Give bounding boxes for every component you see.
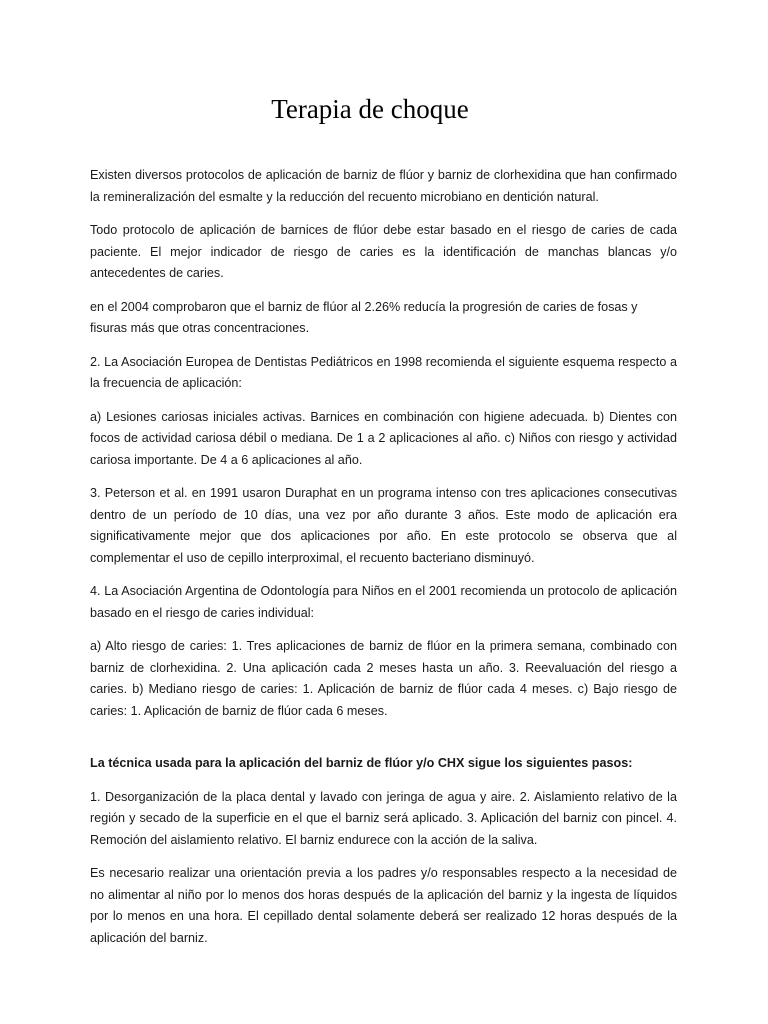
paragraph: 1. Desorganización de la placa dental y lavado con jeringa de agua y aire. 2. Aislamiento relativo de la región y secado de la superficie en el que el barniz será aplicado. 3. Aplicación del barniz con pincel. 4. Remoción del aislamiento relativo. El barniz endurece con la acción de la saliva. (90, 789, 677, 847)
section-heading: La técnica usada para la aplicación del barniz de flúor y/o CHX sigue los siguientes pasos: (90, 756, 633, 770)
document-body (90, 165, 677, 961)
paragraph: a) Alto riesgo de caries: 1. Tres aplicaciones de barniz de flúor en la primera semana, combinado con barniz de clorhexidina. 2. Una aplicación cada 2 meses hasta un año. 3. Reevaluación del riesgo a caries. b) Mediano riesgo de caries: 1. Aplicación de barniz de flúor cada 4 meses. c) Bajo riesgo de caries: 1. Aplicación de barniz de flúor cada 6 meses. (90, 639, 677, 718)
paragraph: 3. Peterson et al. en 1991 usaron Duraphat en un programa intenso con tres aplicaciones consecutivas dentro de un período de 10 días, una vez por año durante 3 años. Este modo de aplicación era significativamente mejor que dos aplicaciones por año. En este protocolo se observa que al complementar el uso de cepillo interproximal, el recuento bacteriano disminuyó. (90, 486, 677, 565)
paragraph: en el 2004 comprobaron que el barniz de flúor al 2.26% reducía la progresión de caries de fosas y fisuras más que otras concentraciones. (90, 299, 638, 335)
page-title: Terapia de choque (271, 94, 469, 124)
paragraph: 2. La Asociación Europea de Dentistas Pediátricos en 1998 recomienda el siguiente esquema respecto a la frecuencia de aplicación: (90, 354, 677, 390)
paragraph: 4. La Asociación Argentina de Odontología para Niños en el 2001 recomienda un protocolo de aplicación basado en el riesgo de caries individual: (90, 584, 677, 620)
paragraph: Existen diversos protocolos de aplicación de barniz de flúor y barniz de clorhexidina que han confirmado la remineralización del esmalte y la reducción del recuento microbiano en dentición natural. (90, 168, 677, 204)
paragraph: Todo protocolo de aplicación de barnices de flúor debe estar basado en el riesgo de caries de cada paciente. El mejor indicador de riesgo de caries es la identificación de manchas blancas y/o antecedentes de caries. (90, 223, 677, 280)
paragraph: Es necesario realizar una orientación previa a los padres y/o responsables respecto a la necesidad de no alimentar al niño por lo menos dos horas después de la aplicación del barniz y la ingesta de líquidos por lo menos en una hora. El cepillado dental solamente deberá ser realizado 12 horas después de la aplicación del barniz. (90, 866, 677, 945)
paragraph: a) Lesiones cariosas iniciales activas. Barnices en combinación con higiene adecuada. b) Dientes con focos de actividad cariosa débil o mediana. De 1 a 2 aplicaciones al año. c) Niños con riesgo y actividad cariosa importante. De 4 a 6 aplicaciones al año. (90, 409, 677, 467)
